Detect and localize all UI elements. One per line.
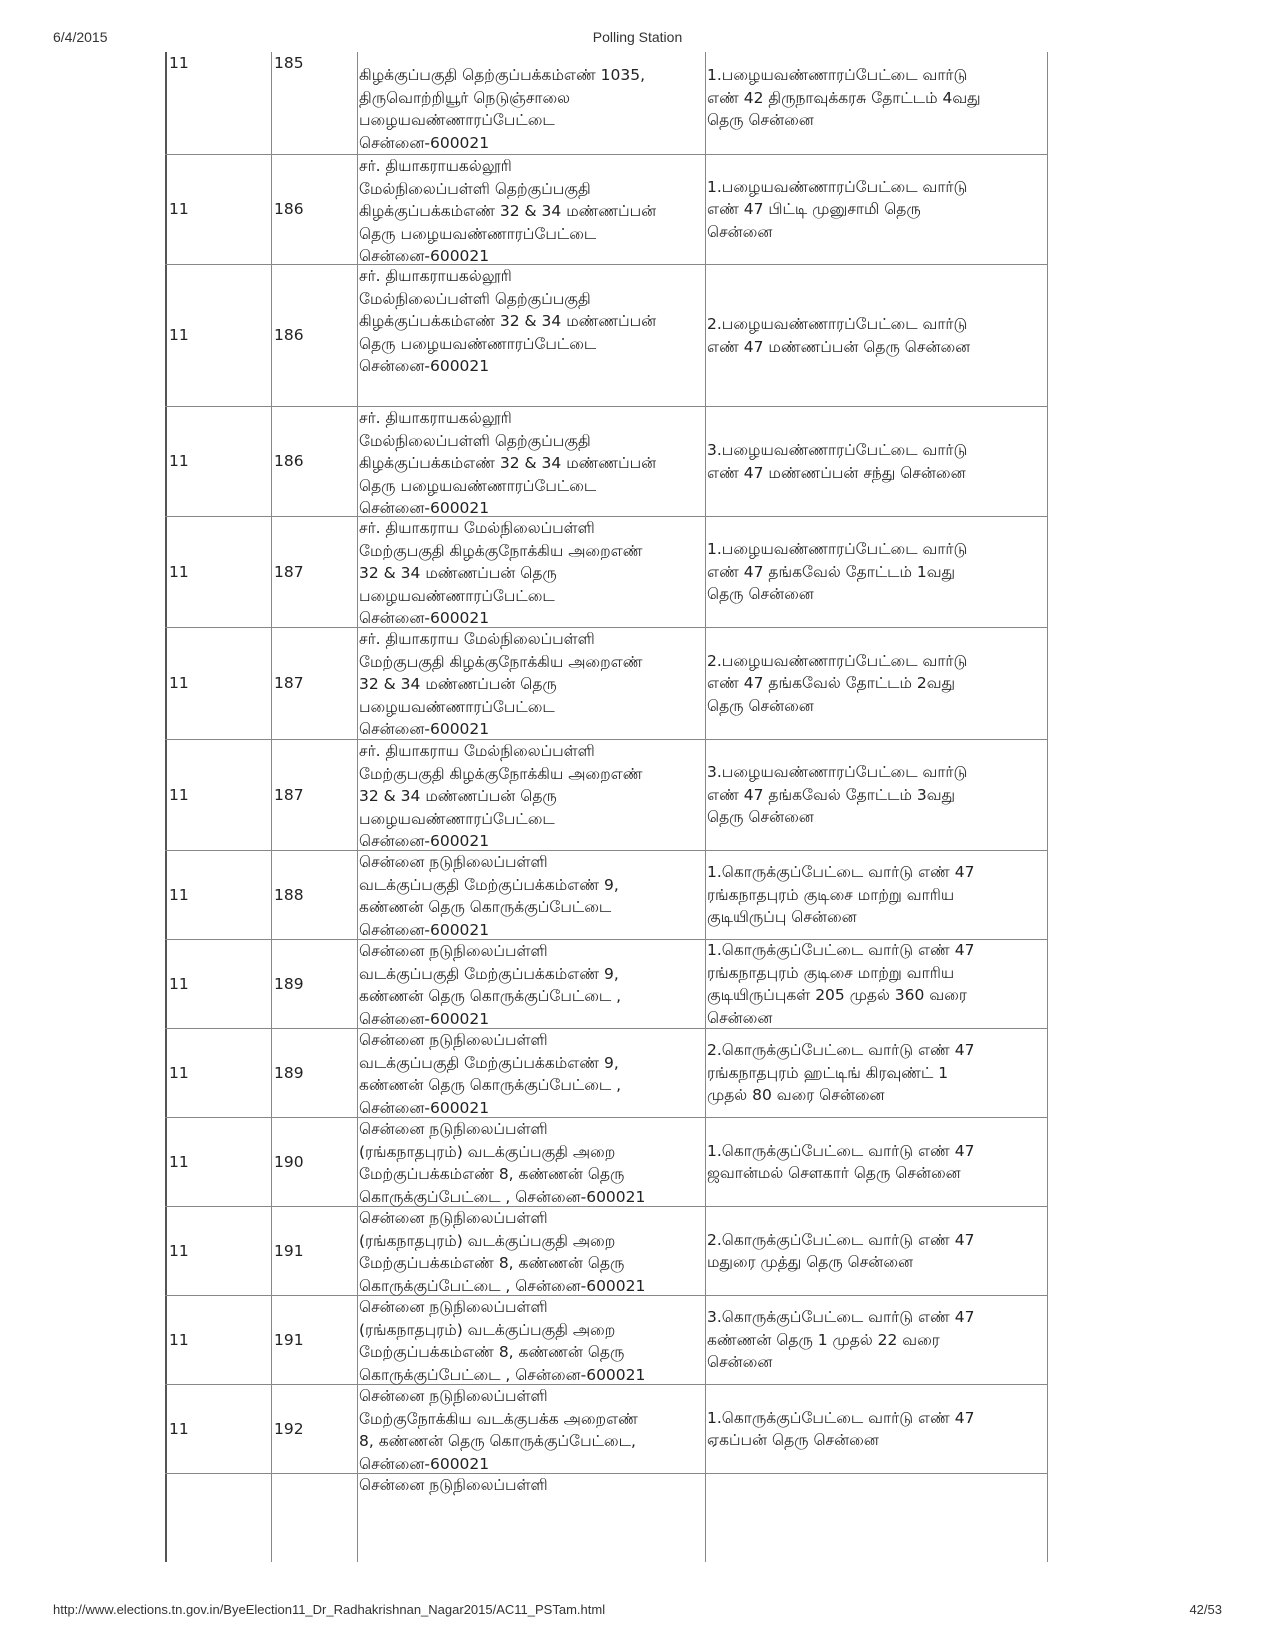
table-row bbox=[165, 155, 1048, 265]
location-cell: சர். தியாகராய மேல்நிலைப்பள்ளி மேற்குபகுதி கிழக்குநோக்கிய அறைஎண் 32 & 34 மண்ணப்பன் தெரு பழையவண்ணாரப்பேட்டை சென்னை-600021 bbox=[357, 740, 705, 850]
table-row bbox=[165, 851, 1048, 940]
area-cell: 2.பழையவண்ணாரப்பேட்டை வார்டு எண் 47 மண்ணப்பன் தெரு சென்னை bbox=[705, 265, 1048, 406]
location-cell: சென்னை நடுநிலைப்பள்ளி வடக்குப்பகுதி மேற்குப்பக்கம்எண் 9, கண்ணன் தெரு கொருக்குப்பேட்டை சென்னை-600021 bbox=[357, 851, 705, 939]
area-cell bbox=[705, 1474, 1048, 1562]
table-row bbox=[165, 1118, 1048, 1207]
table-row bbox=[165, 265, 1048, 407]
ps-number-cell: 187 bbox=[271, 517, 357, 627]
ac-number-cell: 11 bbox=[165, 265, 271, 406]
ac-number-cell: 11 bbox=[165, 407, 271, 516]
location-cell: சென்னை நடுநிலைப்பள்ளி மேற்குநோக்கிய வடக்குபக்க அறைஎண் 8, கண்ணன் தெரு கொருக்குப்பேட்டை, சென்னை-600021 bbox=[357, 1385, 705, 1473]
page-title: Polling Station bbox=[592, 29, 683, 45]
location-cell: சர். தியாகராயகல்லூரி மேல்நிலைப்பள்ளி தெற்குப்பகுதி கிழக்குப்பக்கம்எண் 32 & 34 மண்ணப்பன் தெரு பழையவண்ணாரப்பேட்டை சென்னை-600021 bbox=[357, 407, 705, 516]
area-cell: 1.பழையவண்ணாரப்பேட்டை வார்டு எண் 47 தங்கவேல் தோட்டம் 1வது தெரு சென்னை bbox=[705, 517, 1048, 627]
ps-number-cell: 188 bbox=[271, 851, 357, 939]
location-cell: சர். தியாகராயகல்லூரி மேல்நிலைப்பள்ளி தெற்குப்பகுதி கிழக்குப்பக்கம்எண் 32 & 34 மண்ணப்பன் தெரு பழையவண்ணாரப்பேட்டை சென்னை-600021 bbox=[357, 155, 705, 264]
location-cell: சென்னை நடுநிலைப்பள்ளி வடக்குப்பகுதி மேற்குப்பக்கம்எண் 9, கண்ணன் தெரு கொருக்குப்பேட்டை , சென்னை-600021 bbox=[357, 940, 705, 1028]
ps-number-cell: 185 bbox=[271, 52, 357, 154]
ps-number-cell: 189 bbox=[271, 940, 357, 1028]
location-cell: சென்னை நடுநிலைப்பள்ளி bbox=[357, 1474, 705, 1562]
location-cell: சர். தியாகராயகல்லூரி மேல்நிலைப்பள்ளி தெற்குப்பகுதி கிழக்குப்பக்கம்எண் 32 & 34 மண்ணப்பன் தெரு பழையவண்ணாரப்பேட்டை சென்னை-600021 bbox=[357, 265, 705, 406]
area-cell: 1.கொருக்குப்பேட்டை வார்டு எண் 47 ரங்கநாதபுரம் குடிசை மாற்று வாரிய குடியிருப்பு சென்னை bbox=[705, 851, 1048, 939]
ps-number-cell: 192 bbox=[271, 1385, 357, 1473]
table-row bbox=[165, 1207, 1048, 1296]
ac-number-cell: 11 bbox=[165, 52, 271, 154]
ac-number-cell: 11 bbox=[165, 1385, 271, 1473]
ac-number-cell bbox=[165, 1474, 271, 1562]
area-cell: 3.கொருக்குப்பேட்டை வார்டு எண் 47 கண்ணன் தெரு 1 முதல் 22 வரை சென்னை bbox=[705, 1296, 1048, 1384]
ac-number-cell: 11 bbox=[165, 155, 271, 264]
table-row bbox=[165, 1385, 1048, 1474]
table-row bbox=[165, 52, 1048, 155]
ps-number-cell: 190 bbox=[271, 1118, 357, 1206]
location-cell: சர். தியாகராய மேல்நிலைப்பள்ளி மேற்குபகுதி கிழக்குநோக்கிய அறைஎண் 32 & 34 மண்ணப்பன் தெரு பழையவண்ணாரப்பேட்டை சென்னை-600021 bbox=[357, 517, 705, 627]
ac-number-cell: 11 bbox=[165, 1296, 271, 1384]
ac-number-cell: 11 bbox=[165, 1118, 271, 1206]
ps-number-cell: 186 bbox=[271, 407, 357, 516]
ps-number-cell: 191 bbox=[271, 1296, 357, 1384]
table-row bbox=[165, 940, 1048, 1029]
source-url: http://www.elections.tn.gov.in/ByeElection11_Dr_Radhakrishnan_Nagar2015/AC11_PSTam.html bbox=[53, 1602, 606, 1617]
ac-number-cell: 11 bbox=[165, 940, 271, 1028]
location-cell: சென்னை நடுநிலைப்பள்ளி (ரங்கநாதபுரம்) வடக்குப்பகுதி அறை மேற்குப்பக்கம்எண் 8, கண்ணன் தெரு கொருக்குப்பேட்டை , சென்னை-600021 bbox=[357, 1118, 705, 1206]
location-cell: சென்னை நடுநிலைப்பள்ளி வடக்குப்பகுதி மேற்குப்பக்கம்எண் 9, கண்ணன் தெரு கொருக்குப்பேட்டை , சென்னை-600021 bbox=[357, 1029, 705, 1117]
table-row bbox=[165, 517, 1048, 628]
ps-number-cell bbox=[271, 1474, 357, 1562]
ps-number-cell: 187 bbox=[271, 628, 357, 739]
area-cell: 1.கொருக்குப்பேட்டை வார்டு எண் 47 ஜவான்மல் சௌகார் தெரு சென்னை bbox=[705, 1118, 1048, 1206]
table-row bbox=[165, 740, 1048, 851]
ac-number-cell: 11 bbox=[165, 517, 271, 627]
ac-number-cell: 11 bbox=[165, 851, 271, 939]
location-cell: சென்னை நடுநிலைப்பள்ளி (ரங்கநாதபுரம்) வடக்குப்பகுதி அறை மேற்குப்பக்கம்எண் 8, கண்ணன் தெரு கொருக்குப்பேட்டை , சென்னை-600021 bbox=[357, 1207, 705, 1295]
ps-number-cell: 187 bbox=[271, 740, 357, 850]
table-row bbox=[165, 407, 1048, 517]
location-cell: கிழக்குப்பகுதி தெற்குப்பக்கம்எண் 1035, திருவொற்றியூர் நெடுஞ்சாலை பழையவண்ணாரப்பேட்டை சென்னை-600021 bbox=[357, 52, 705, 154]
ac-number-cell: 11 bbox=[165, 740, 271, 850]
table-row bbox=[165, 1474, 1048, 1562]
ac-number-cell: 11 bbox=[165, 1029, 271, 1117]
area-cell: 3.பழையவண்ணாரப்பேட்டை வார்டு எண் 47 மண்ணப்பன் சந்து சென்னை bbox=[705, 407, 1048, 516]
table-row bbox=[165, 628, 1048, 740]
location-cell: சர். தியாகராய மேல்நிலைப்பள்ளி மேற்குபகுதி கிழக்குநோக்கிய அறைஎண் 32 & 34 மண்ணப்பன் தெரு பழையவண்ணாரப்பேட்டை சென்னை-600021 bbox=[357, 628, 705, 739]
ac-number-cell: 11 bbox=[165, 1207, 271, 1295]
area-cell: 3.பழையவண்ணாரப்பேட்டை வார்டு எண் 47 தங்கவேல் தோட்டம் 3வது தெரு சென்னை bbox=[705, 740, 1048, 850]
location-cell: சென்னை நடுநிலைப்பள்ளி (ரங்கநாதபுரம்) வடக்குப்பகுதி அறை மேற்குப்பக்கம்எண் 8, கண்ணன் தெரு கொருக்குப்பேட்டை , சென்னை-600021 bbox=[357, 1296, 705, 1384]
area-cell: 2.பழையவண்ணாரப்பேட்டை வார்டு எண் 47 தங்கவேல் தோட்டம் 2வது தெரு சென்னை bbox=[705, 628, 1048, 739]
ac-number-cell: 11 bbox=[165, 628, 271, 739]
area-cell: 1.கொருக்குப்பேட்டை வார்டு எண் 47 ரங்கநாதபுரம் குடிசை மாற்று வாரிய குடியிருப்புகள் 205 முதல் 360 வரை சென்னை bbox=[705, 940, 1048, 1028]
area-cell: 2.கொருக்குப்பேட்டை வார்டு எண் 47 ரங்கநாதபுரம் ஹட்டிங் கிரவுண்ட் 1 முதல் 80 வரை சென்னை bbox=[705, 1029, 1048, 1117]
table-row bbox=[165, 1296, 1048, 1385]
ps-number-cell: 186 bbox=[271, 155, 357, 264]
ps-number-cell: 189 bbox=[271, 1029, 357, 1117]
ps-number-cell: 186 bbox=[271, 265, 357, 406]
ps-number-cell: 191 bbox=[271, 1207, 357, 1295]
area-cell: 1.பழையவண்ணாரப்பேட்டை வார்டு எண் 42 திருநாவுக்கரசு தோட்டம் 4வது தெரு சென்னை bbox=[705, 52, 1048, 154]
table-row bbox=[165, 1029, 1048, 1118]
area-cell: 1.கொருக்குப்பேட்டை வார்டு எண் 47 ஏகப்பன் தெரு சென்னை bbox=[705, 1385, 1048, 1473]
print-date: 6/4/2015 bbox=[53, 29, 108, 45]
area-cell: 2.கொருக்குப்பேட்டை வார்டு எண் 47 மதுரை முத்து தெரு சென்னை bbox=[705, 1207, 1048, 1295]
page-number: 42/53 bbox=[1189, 1602, 1222, 1617]
area-cell: 1.பழையவண்ணாரப்பேட்டை வார்டு எண் 47 பிட்டி முனுசாமி தெரு சென்னை bbox=[705, 155, 1048, 264]
